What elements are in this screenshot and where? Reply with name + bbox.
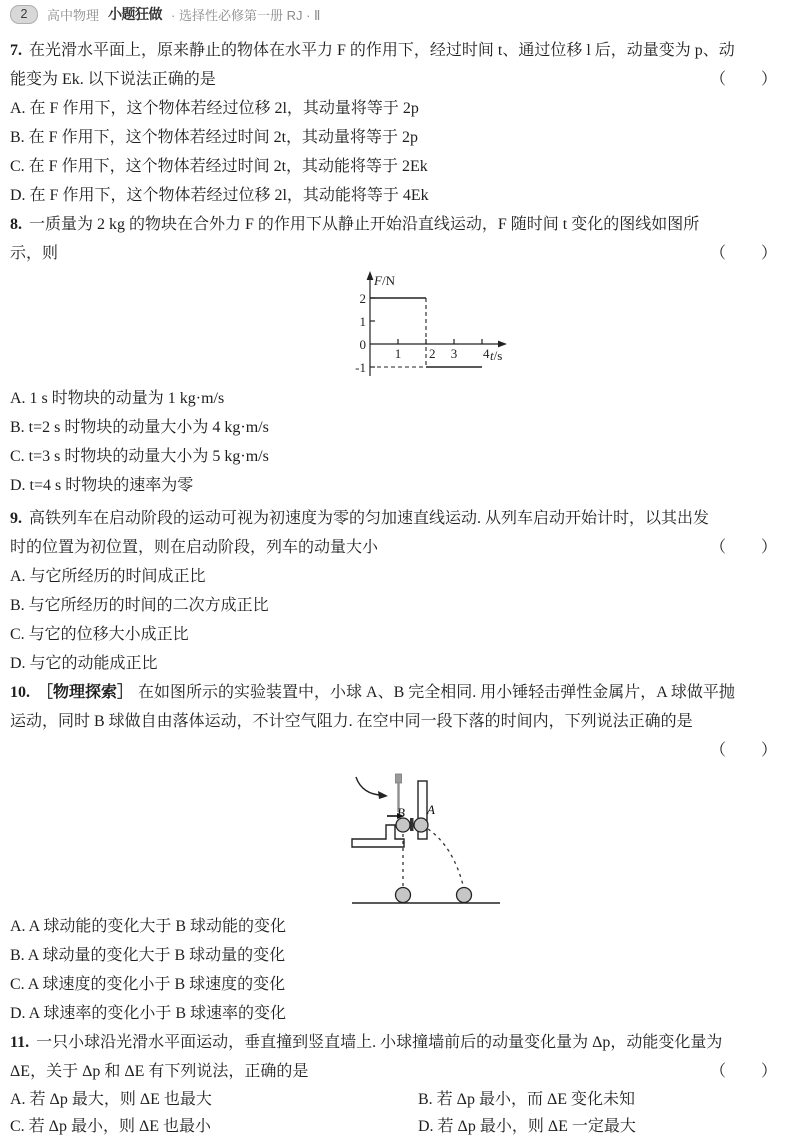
q10-stem-text-2: 运动，同时 B 球做自由落体运动，不计空气阻力. 在空中同一段下落的时间内，下列说法正确的是 [10,713,693,730]
ball-b-landed [396,888,411,903]
q11-option-b: B. 若 Δp 最小，而 ΔE 变化未知 [418,1091,636,1108]
x-axis-label: t/s [490,348,503,363]
strike-curved-arrow-icon [356,777,382,795]
q10-option-c: C. A 球速度的变化小于 B 球速度的变化 [10,976,286,993]
q8-number: 8. [10,216,22,233]
q9-stem-text-2: 时的位置为初位置，则在启动阶段，列车的动量大小 [10,539,379,556]
ball-a-landed [457,888,472,903]
q8-graph-figure [340,270,518,382]
q7-option-a: A. 在 F 作用下，这个物体若经过位移 2l，其动量将等于 2p [10,100,419,117]
q9-stem-line-2 [10,533,778,562]
q8-stem-line-2 [10,239,778,268]
ball-a-top [414,818,428,832]
q10-option-a: A. A 球动能的变化大于 B 球动能的变化 [10,918,287,935]
q11-stem-text-2: ΔE，关于 Δp 和 ΔE 有下列说法，正确的是 [10,1063,309,1080]
q11-answer-bracket: （ ） [709,1063,778,1080]
q10-diagram-figure [340,767,510,912]
q11-stem-line-1 [10,1028,778,1057]
q11-stem-text-1: 一只小球沿光滑水平面运动，垂直撞到竖直墙上. 小球撞墙前后的动量变化量为 Δp，动能变化量为 [36,1034,723,1051]
ball-b-label: B [397,805,405,820]
q7-option-d: D. 在 F 作用下，这个物体若经过位移 2l，其动能将等于 4Ek [10,187,429,204]
q10-apparatus-diagram [340,767,510,912]
q7-number: 7. [10,42,22,59]
y-tick-label-0: 0 [359,337,366,352]
question-9 [10,504,778,678]
question-8 [10,210,778,500]
y-tick-label-1: 1 [359,314,366,329]
question-11 [10,1028,778,1140]
q7-stem-line-1 [10,36,778,65]
q9-number: 9. [10,510,22,527]
page-number-badge: 2 [10,5,38,24]
q10-stem-line-2 [10,707,778,736]
x-axis-arrow-icon [498,341,507,348]
q8-stem-line-1 [10,210,778,239]
q10-number: 10. [10,684,30,701]
y-axis-label: F/N [374,273,395,288]
q11-option-d: D. 若 Δp 最小，则 ΔE 一定最大 [418,1118,636,1135]
question-10 [10,678,778,1028]
q11-number: 11. [10,1034,30,1051]
q10-option-b: B. A 球动量的变化大于 B 球动量的变化 [10,947,286,964]
hammer-head-icon [396,774,402,783]
q10-answer-bracket: （ ） [709,742,778,759]
q10-bracket-line [10,736,778,765]
y-tick-label-neg1: -1 [355,360,366,375]
q7-stem-text-1: 在光滑水平面上，原来静止的物体在水平力 F 的作用下，经过时间 t、通过位移 l 后，动量变为 p、动 [29,42,735,59]
q9-option-d: D. 与它的动能成正比 [10,655,158,672]
q9-answer-bracket: （ ） [709,539,778,556]
header-edition: · 选择性必修第一册 RJ · Ⅱ [171,7,321,23]
q8-stem-text-1: 一质量为 2 kg 的物块在合外力 F 的作用下从静止开始沿直线运动，F 随时间 t 变化的图线如图所 [29,216,700,233]
y-axis-arrow-icon [367,271,374,280]
q8-option-d: D. t=4 s 时物块的速率为零 [10,477,194,494]
q9-option-a: A. 与它所经历的时间成正比 [10,568,206,585]
q8-option-a: A. 1 s 时物块的动量为 1 kg·m/s [10,390,225,407]
q11-option-row-1 [10,1086,778,1113]
x-tick-label-1: 1 [394,346,402,361]
header-brand-logo: 小题狂做 [108,6,163,22]
q7-option-c: C. 在 F 作用下，这个物体若经过时间 2t，其动能将等于 2Ek [10,158,428,175]
q11-option-c: C. 若 Δp 最小，则 ΔE 也最小 [10,1118,212,1135]
x-tick-label-2: 2 [429,346,436,361]
ball-b-top [396,818,410,832]
q7-stem-line-2 [10,65,778,94]
q7-stem-text-2: 能变为 Ek. 以下说法正确的是 [10,71,216,88]
projectile-trajectory [428,829,464,889]
question-7 [10,36,778,210]
y-tick-label-2: 2 [359,291,366,306]
q8-option-c: C. t=3 s 时物块的动量大小为 5 kg·m/s [10,448,269,465]
q8-stem-text-2: 示，则 [10,245,59,262]
q8-force-time-graph [340,270,518,382]
q7-answer-bracket: （ ） [709,71,778,88]
q9-stem-text-1: 高铁列车在启动阶段的运动可视为初速度为零的匀加速直线运动. 从列车启动开始计时，以其出发 [29,510,710,527]
q7-option-b: B. 在 F 作用下，这个物体若经过时间 2t，其动量将等于 2p [10,129,419,146]
q10-option-d: D. A 球速率的变化小于 B 球速率的变化 [10,1005,287,1022]
q10-stem-line-1 [10,678,778,707]
q8-option-b: B. t=2 s 时物块的动量大小为 4 kg·m/s [10,419,269,436]
q11-option-row-2 [10,1113,778,1140]
page-header [10,4,778,24]
q8-answer-bracket: （ ） [709,245,778,262]
q11-option-a: A. 若 Δp 最大，则 ΔE 也最大 [10,1091,212,1108]
q9-option-b: B. 与它所经历的时间的二次方成正比 [10,597,269,614]
q10-section-tag: ［物理探索］ [37,684,134,701]
q11-stem-line-2 [10,1057,778,1086]
header-subject: 高中物理 [47,7,100,23]
ball-a-label: A [427,802,435,817]
q9-stem-line-1 [10,504,778,533]
x-tick-label-4: 4 [483,346,490,361]
strike-arrow-head-icon [378,791,388,799]
q9-option-c: C. 与它的位移大小成正比 [10,626,189,643]
x-tick-label-3: 3 [450,346,458,361]
q10-stem-text-1: 在如图所示的实验装置中，小球 A、B 完全相同. 用小锤轻击弹性金属片，A 球做平抛 [138,684,735,701]
